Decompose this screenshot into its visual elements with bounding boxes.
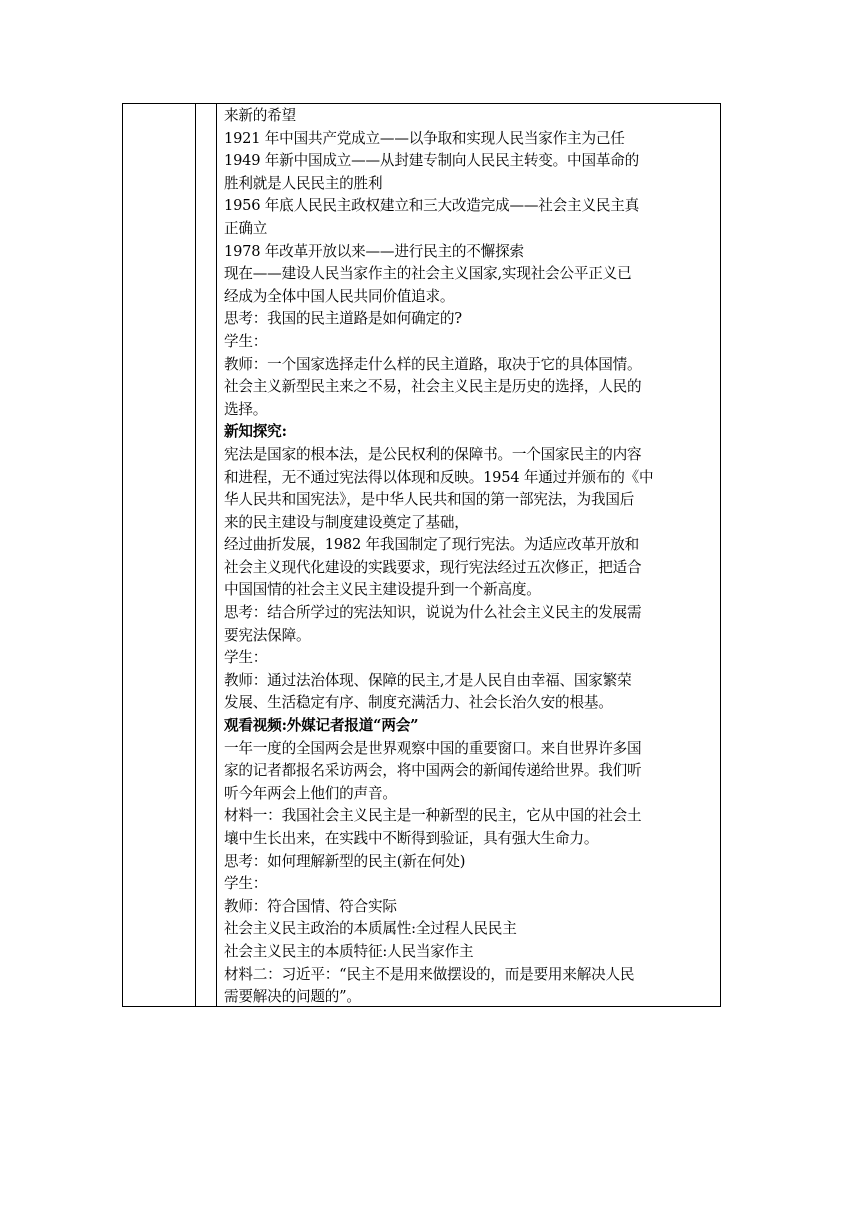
text-line: 1949 年新中国成立——从封建专制向人民民主转变。中国革命的 (224, 152, 640, 170)
text-line: 思考：如何理解新型的民主(新在何处) (224, 852, 466, 870)
text-line: 来的民主建设与制度建设奠定了基础， (224, 513, 469, 531)
lesson-plan-table (122, 103, 721, 1007)
text-line: 学生： (224, 332, 268, 350)
text-line: 家的记者都报名采访两会，将中国两会的新闻传递给世界。我们听 (224, 762, 642, 780)
text-line: 思考：我国的民主道路是如何确定的? (224, 310, 462, 328)
text-line: 听今年两会上他们的声音。 (224, 784, 397, 802)
text-line: 经成为全体中国人民共同价值追求。 (224, 287, 455, 305)
table-column-middle (196, 104, 217, 1006)
text-line: 教师：符合国情、符合实际 (224, 897, 397, 915)
text-line: 发展、生活稳定有序、制度充满活力、社会长治久安的根基。 (224, 694, 613, 712)
text-line: 学生： (224, 649, 268, 667)
section-heading: 观看视频:外媒记者报道“两会” (224, 717, 419, 735)
text-line: 中国国情的社会主义民主建设提升到一个新高度。 (224, 581, 541, 599)
text-line: 壤中生长出来，在实践中不断得到验证，具有强大生命力。 (224, 830, 599, 847)
text-line: 经过曲折发展，1982 年我国制定了现行宪法。为适应改革开放和 (224, 536, 640, 554)
table-content-cell (217, 104, 720, 1006)
text-line: 胜利就是人民民主的胜利 (224, 174, 383, 192)
text-line: 1956 年底人民民主政权建立和三大改造完成——社会主义民主真 (224, 197, 640, 215)
text-line: 社会主义现代化建设的实践要求，现行宪法经过五次修正，把适合 (224, 558, 642, 576)
text-line: 一年一度的全国两会是世界观察中国的重要窗口。来自世界许多国 (224, 739, 642, 757)
text-line: 要宪法保障。 (224, 626, 311, 644)
text-line: 材料二：习近平：“民主不是用来做摆设的，而是要用来解决人民 (224, 965, 635, 983)
text-line: 正确立 (224, 219, 268, 237)
text-line: 1978 年改革开放以来——进行民主的不懈探索 (224, 242, 524, 260)
text-line: 材料一：我国社会主义民主是一种新型的民主，它从中国的社会土 (224, 807, 642, 825)
text-line: 学生： (224, 875, 268, 893)
text-line: 社会主义民主的本质特征:人民当家作主 (224, 942, 474, 960)
text-line: 宪法是国家的根本法，是公民权利的保障书。一个国家民主的内容 (224, 445, 642, 463)
section-heading: 新知探究: (224, 423, 287, 441)
text-line: 现在——建设人民当家作主的社会主义国家,实现社会公平正义已 (224, 265, 632, 283)
text-line: 华人民共和国宪法》，是中华人民共和国的第一部宪法，为我国后 (224, 491, 635, 509)
text-line: 教师：一个国家选择走什么样的民主道路，取决于它的具体国情。 (224, 355, 642, 373)
text-line: 1921 年中国共产党成立——以争取和实现人民当家作主为己任 (224, 129, 625, 147)
text-line: 教师：通过法治体现、保障的民主,才是人民自由幸福、国家繁荣 (224, 671, 632, 689)
text-line: 社会主义民主政治的本质属性:全过程人民民主 (224, 920, 517, 938)
text-line: 思考：结合所学过的宪法知识，说说为什么社会主义民主的发展需 (224, 604, 642, 622)
text-line: 和进程，无不通过宪法得以体现和反映。1954 年通过并颁布的《中 (224, 468, 654, 486)
text-line: 社会主义新型民主来之不易，社会主义民主是历史的选择，人民的 (224, 378, 642, 396)
text-line: 选择。 (224, 400, 268, 418)
text-line: 来新的希望 (224, 107, 296, 124)
table-column-left (123, 104, 196, 1006)
text-line: 需要解决的问题的”。 (224, 988, 361, 1006)
